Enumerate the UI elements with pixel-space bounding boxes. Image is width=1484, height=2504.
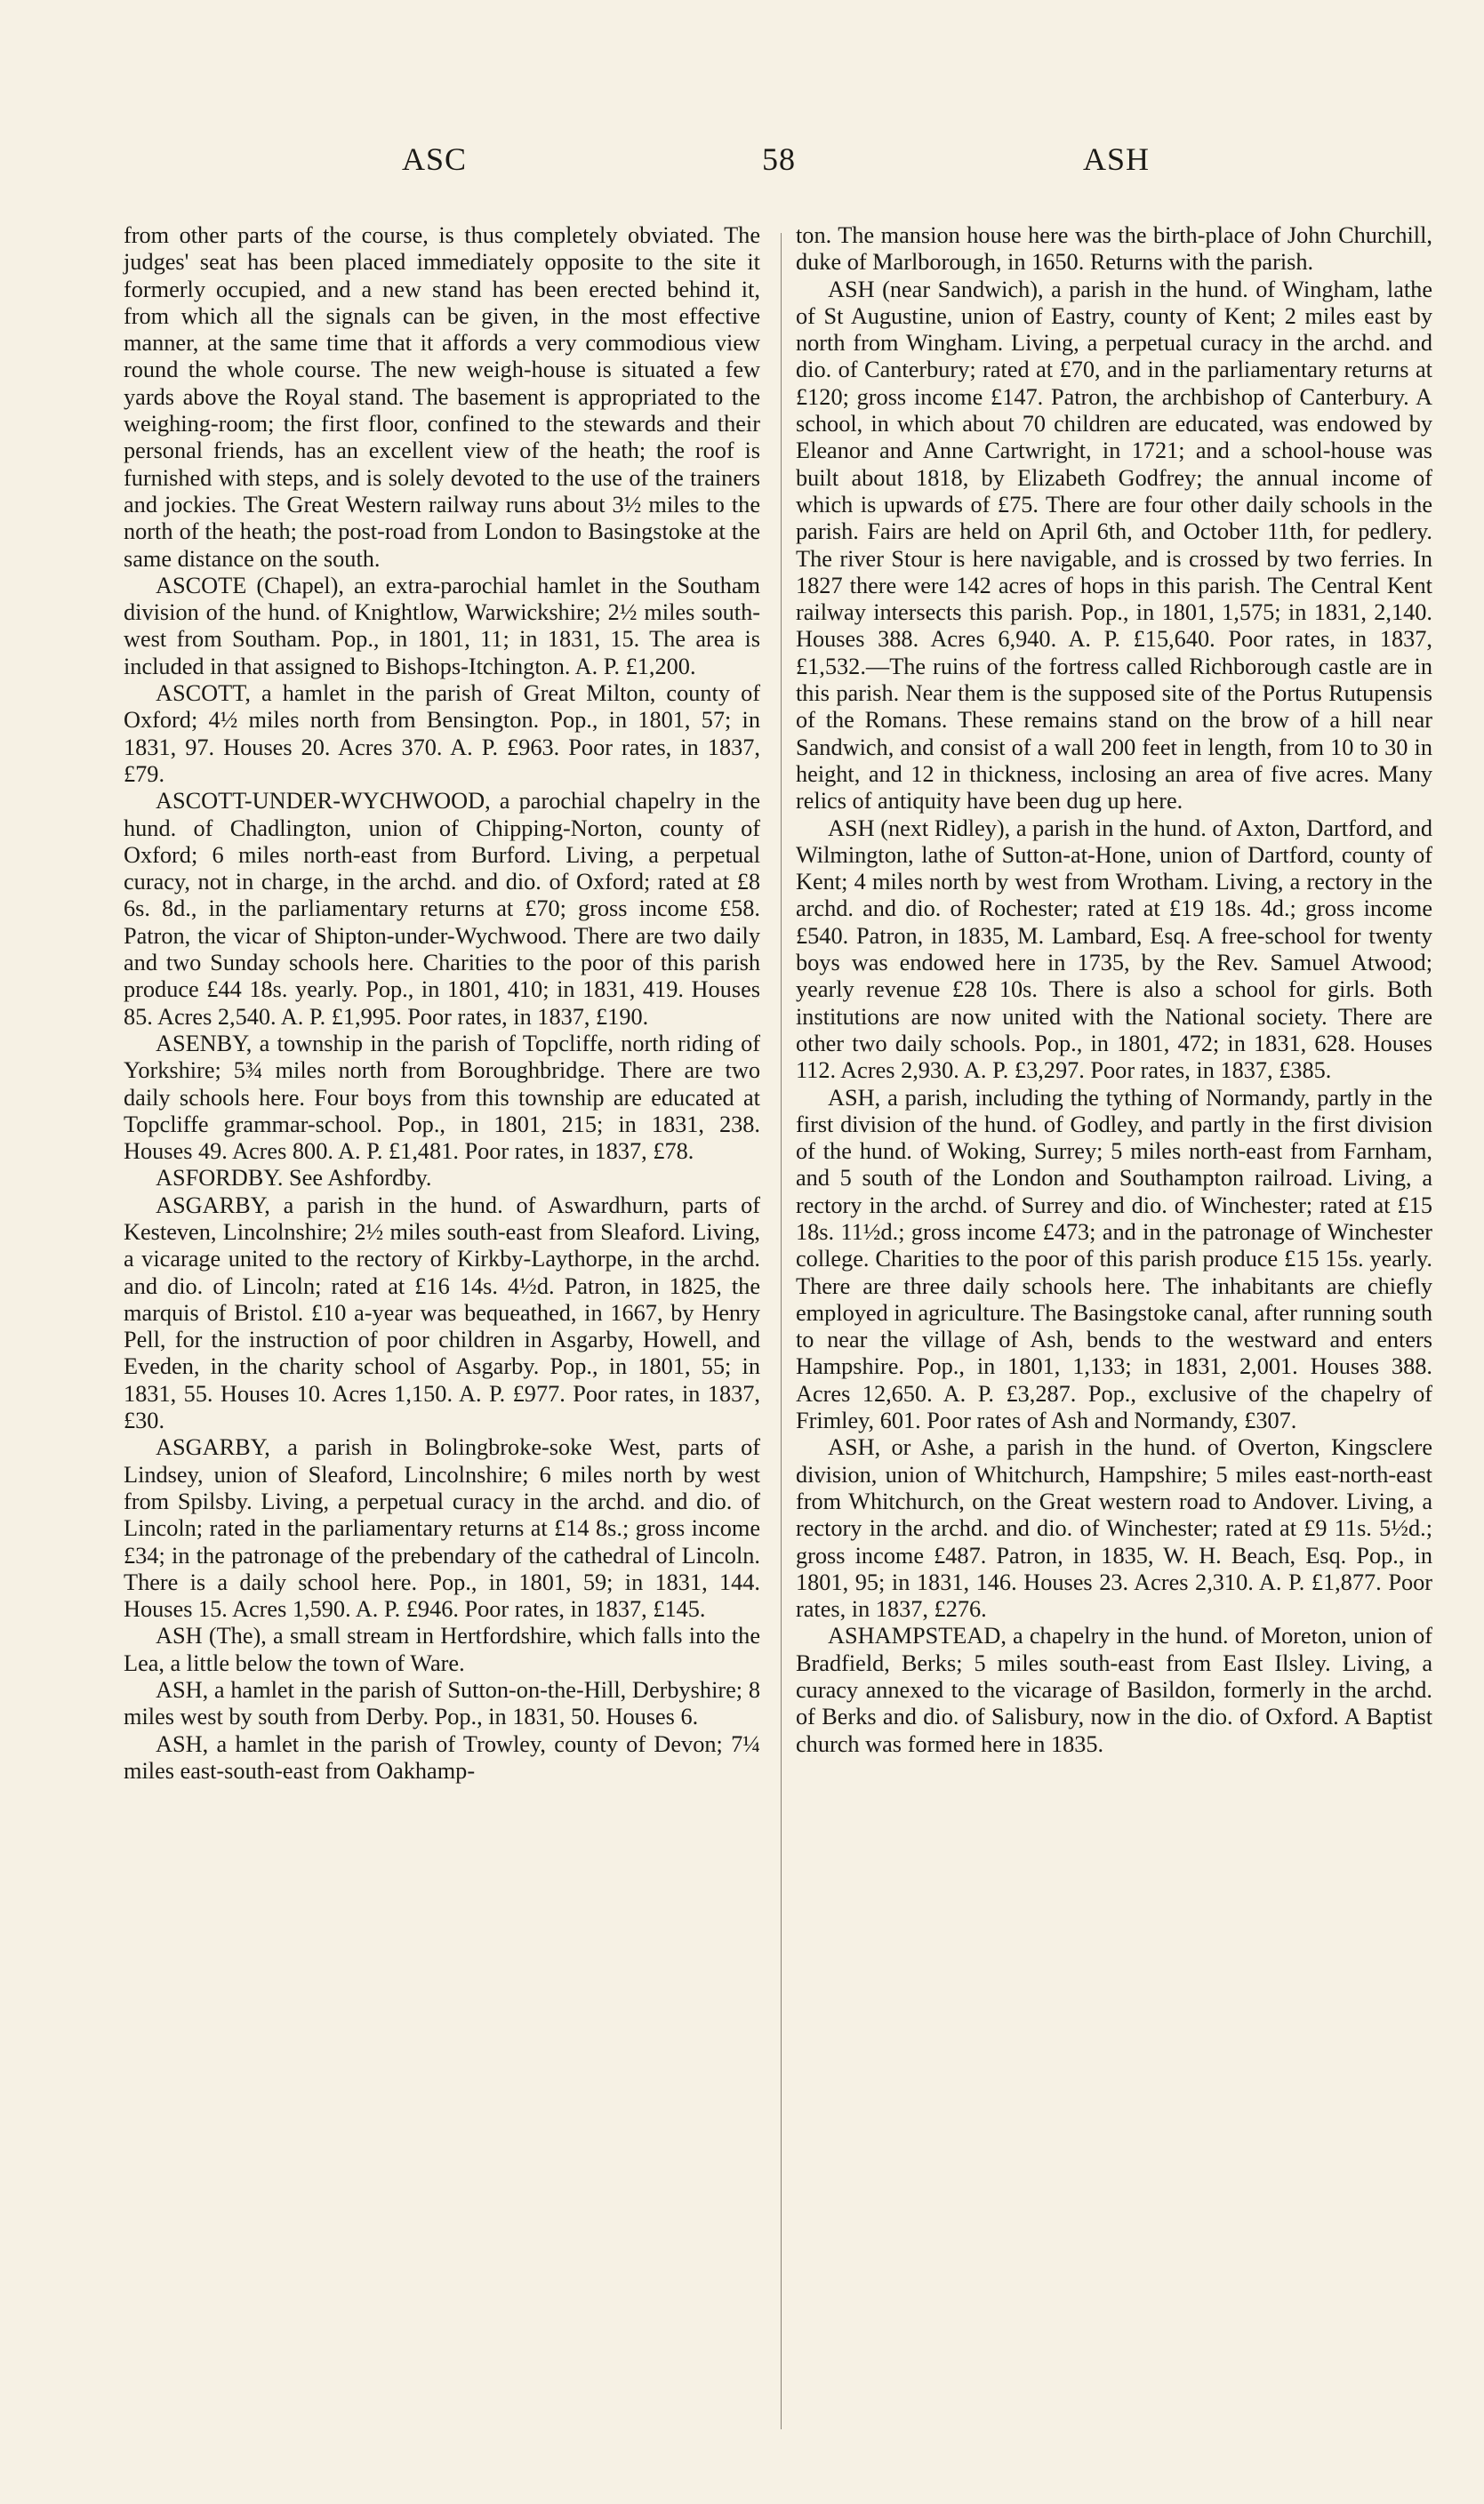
entry-paragraph: ASH, or Ashe, a parish in the hund. of Overton, Kingsclere division, union of Whitchurch, Hampshire; 5 miles east-north-east from Whitchurch, on the Great western road to Andover. Living, a rectory in the archd. and dio. of Winchester; rated at £9 11s. 5½d.; gross income £487. Patron, in 1835, W. H. Beach, Esq. Pop., in 1801, 95; in 1831, 146. Houses 23. Acres 2,310. A. P. £1,877. Poor rates, in 1837, £276. bbox=[796, 1434, 1432, 1623]
page-number: 58 bbox=[762, 141, 796, 177]
header-right-guide-word: ASH bbox=[1083, 141, 1151, 177]
entry-paragraph: ASH, a hamlet in the parish of Trowley, county of Devon; 7¼ miles east-south-east from Oakhamp- bbox=[124, 1730, 760, 1784]
entry-paragraph: ASH, a hamlet in the parish of Sutton-on-the-Hill, Derbyshire; 8 miles west by south from Derby. Pop., in 1831, 50. Houses 6. bbox=[124, 1677, 760, 1730]
entry-paragraph: ASH (near Sandwich), a parish in the hund. of Wingham, lathe of St Augustine, union of Eastry, county of Kent; 2 miles east by north from Wingham. Living, a perpetual curacy in the archd. and dio. of Canterbury; rated at £70, and in the parliamentary returns at £120; gross income £147. Patron, the archbishop of Canterbury. A school, in which about 70 children are educated, was endowed by Eleanor and Anne Cartwright, in 1721; and a school-house was built about 1818, by Elizabeth Godfrey; the annual income of which is upwards of £75. There are four other daily schools in the parish. Fairs are held on April 6th, and October 11th, for pedlery. The river Stour is here navigable, and is crossed by two ferries. In 1827 there were 142 acres of hops in this parish. The Central Kent railway intersects this parish. Pop., in 1801, 1,575; in 1831, 2,140. Houses 388. Acres 6,940. A. P. £15,640. Poor rates, in 1837, £1,532.—The ruins of the fortress called Richborough castle are in this parish. Near them is the supposed site of the Portus Rutupensis of the Romans. These remains stand on the brow of a hill near Sandwich, and consist of a wall 200 feet in length, from 10 to 30 in height, and 12 in thickness, inclosing an area of five acres. Many relics of antiquity have been dug up here. bbox=[796, 276, 1432, 815]
left-column bbox=[124, 222, 760, 1785]
entry-paragraph: ton. The mansion house here was the birth-place of John Churchill, duke of Marlborough, in 1650. Returns with the parish. bbox=[796, 222, 1432, 276]
entry-paragraph: ASHAMPSTEAD, a chapelry in the hund. of Moreton, union of Bradfield, Berks; 5 miles south-east from East Ilsley. Living, a curacy annexed to the vicarage of Basildon, formerly in the archd. of Berks and dio. of Salisbury, now in the dio. of Oxford. A Baptist church was formed here in 1835. bbox=[796, 1623, 1432, 1757]
right-column bbox=[796, 222, 1432, 1758]
entry-paragraph: ASENBY, a township in the parish of Topcliffe, north riding of Yorkshire; 5¾ miles north from Boroughbridge. There are two daily schools here. Four boys from this township are educated at Topcliffe grammar-school. Pop., in 1801, 215; in 1831, 238. Houses 49. Acres 800. A. P. £1,481. Poor rates, in 1837, £78. bbox=[124, 1030, 760, 1165]
entry-paragraph: ASCOTE (Chapel), an extra-parochial hamlet in the Southam division of the hund. of Knightlow, Warwickshire; 2½ miles south-west from Southam. Pop., in 1801, 11; in 1831, 15. The area is included in that assigned to Bishops-Itchington. A. P. £1,200. bbox=[124, 572, 760, 679]
entry-paragraph: ASH (next Ridley), a parish in the hund. of Axton, Dartford, and Wilmington, lathe of Sutton-at-Hone, union of Dartford, county of Kent; 4 miles north by west from Wrotham. Living, a rectory in the archd. and dio. of Rochester; rated at £19 18s. 4d.; gross income £540. Patron, in 1835, M. Lambard, Esq. A free-school for twenty boys was endowed here in 1735, by the Rev. Samuel Atwood; yearly revenue £28 10s. There is also a school for girls. Both institutions are now united with the National society. There are other two daily schools. Pop., in 1801, 472; in 1831, 628. Houses 112. Acres 2,930. A. P. £3,297. Poor rates, in 1837, £385. bbox=[796, 815, 1432, 1084]
entry-paragraph: ASH, a parish, including the tything of Normandy, partly in the first division of the hund. of Godley, and partly in the first division of the hund. of Woking, Surrey; 5 miles north-east from Farnham, and 5 south of the London and Southampton railroad. Living, a rectory in the archd. of Surrey and dio. of Winchester; rated at £15 18s. 11½d.; gross income £473; and in the patronage of Winchester college. Charities to the poor of this parish produce £15 15s. yearly. There are three daily schools here. The inhabitants are chiefly employed in agriculture. The Basingstoke canal, after running south to near the village of Ash, bends to the westward and enters Hampshire. Pop., in 1801, 1,133; in 1831, 2,001. Houses 388. Acres 12,650. A. P. £3,287. Pop., exclusive of the chapelry of Frimley, 601. Poor rates of Ash and Normandy, £307. bbox=[796, 1084, 1432, 1434]
header-left-guide-word: ASC bbox=[402, 141, 468, 177]
entry-paragraph: ASFORDBY. See Ashfordby. bbox=[156, 1165, 432, 1192]
entry-paragraph: ASCOTT, a hamlet in the parish of Great Milton, county of Oxford; 4½ miles north from Bensington. Pop., in 1801, 57; in 1831, 97. Houses 20. Acres 370. A. P. £963. Poor rates, in 1837, £79. bbox=[124, 680, 760, 787]
entry-paragraph: ASGARBY, a parish in Bolingbroke-soke West, parts of Lindsey, union of Sleaford, Lincolnshire; 6 miles north by west from Spilsby. Living, a perpetual curacy in the archd. and dio. of Lincoln; rated in the parliamentary returns at £14 8s.; gross income £34; in the patronage of the prebendary of the cathedral of Lincoln. There is a daily school here. Pop., in 1801, 59; in 1831, 144. Houses 15. Acres 1,590. A. P. £946. Poor rates, in 1837, £145. bbox=[124, 1434, 760, 1623]
column-divider bbox=[781, 233, 782, 2429]
entry-paragraph: ASGARBY, a parish in the hund. of Aswardhurn, parts of Kesteven, Lincolnshire; 2½ miles south-east from Sleaford. Living, a vicarage united to the rectory of Kirkby-Laythorpe, in the archd. and dio. of Lincoln; rated at £16 14s. 4½d. Patron, in 1825, the marquis of Bristol. £10 a-year was bequeathed, in 1667, by Henry Pell, for the instruction of poor children in Asgarby, Howell, and Eveden, in the charity school of Asgarby. Pop., in 1801, 55; in 1831, 55. Houses 10. Acres 1,150. A. P. £977. Poor rates, in 1837, £30. bbox=[124, 1192, 760, 1434]
entry-paragraph: ASH (The), a small stream in Hertfordshire, which falls into the Lea, a little below the town of Ware. bbox=[124, 1623, 760, 1676]
entry-paragraph: from other parts of the course, is thus completely obviated. The judges' seat has been placed immediately opposite to the site it formerly occupied, and a new stand has been erected behind it, from which all the signals can be given, in the most effective manner, at the same time that it affords a very commodious view round the whole course. The new weigh-house is situated a few yards above the Royal stand. The basement is appropriated to the weighing-room; the first floor, confined to the stewards and their personal friends, has an excellent view of the heath; the roof is furnished with steps, and is solely devoted to the use of the trainers and jockies. The Great Western railway runs about 3½ miles to the north of the heath; the post-road from London to Basingstoke at the same distance on the south. bbox=[124, 222, 760, 572]
entry-paragraph: ASCOTT-UNDER-WYCHWOOD, a parochial chapelry in the hund. of Chadlington, union of Chipping-Norton, county of Oxford; 6 miles north-east from Burford. Living, a perpetual curacy, not in charge, in the archd. and dio. of Oxford; rated at £8 6s. 8d., in the parliamentary returns at £70; gross income £58. Patron, the vicar of Shipton-under-Wychwood. There are two daily and two Sunday schools here. Charities to the poor of this parish produce £44 18s. yearly. Pop., in 1801, 410; in 1831, 419. Houses 85. Acres 2,540. A. P. £1,995. Poor rates, in 1837, £190. bbox=[124, 788, 760, 1030]
